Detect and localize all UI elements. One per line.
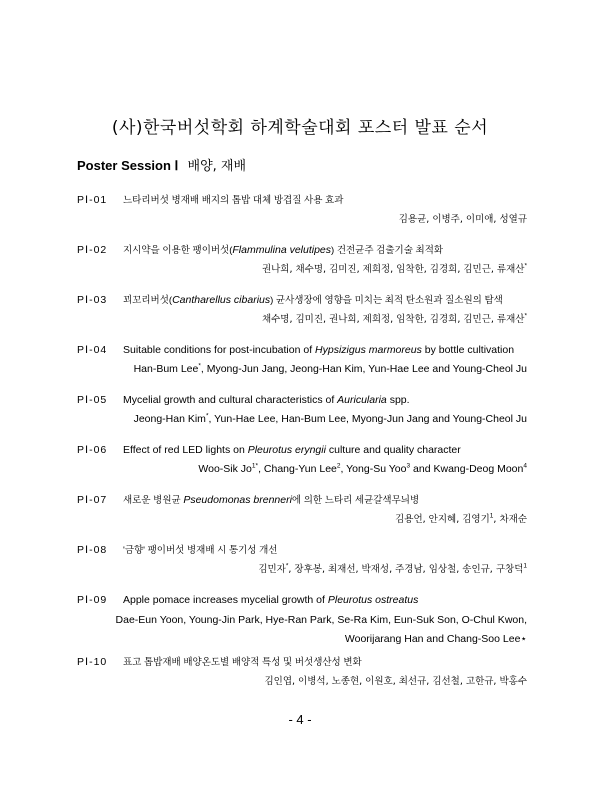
entry-title-line (77, 442, 527, 458)
entry-authors (77, 211, 527, 228)
session-label: Poster Session Ⅰ (77, 158, 179, 173)
entry-code: PⅠ-06 (77, 444, 108, 456)
author-affiliation-mark: 4 (523, 462, 527, 470)
entry-title-species: Auricularia (337, 394, 387, 406)
entry-title-species: Hypsizigus marmoreus (315, 344, 422, 356)
poster-entry (77, 242, 527, 278)
entry-authors (77, 261, 527, 278)
author-affiliation-mark: 3 (406, 462, 411, 470)
entry-title-species: Flammulina velutipes (232, 244, 332, 256)
entry-title-line (77, 242, 527, 258)
author-names: and Kwang-Deog Moon (410, 463, 524, 475)
entry-code: PⅠ-03 (77, 294, 108, 306)
poster-entry (77, 192, 527, 228)
author-affiliation-mark: * (524, 312, 527, 320)
poster-entry (77, 592, 527, 649)
poster-entry (77, 392, 527, 428)
poster-entry (77, 542, 527, 578)
poster-entry (77, 492, 527, 528)
session-heading (77, 155, 246, 174)
entry-code: PⅠ-07 (77, 494, 108, 506)
author-names: , Myong-Jun Jang, Jeong-Han Kim, Yun-Hae Lee and Young-Cheol Ju (200, 363, 527, 375)
author-affiliation-mark: * (524, 262, 527, 270)
entry-title-line (77, 592, 527, 608)
author-names: 권나희, 채수명, 김미진, 제희정, 임착한, 김경희, 김민근, 류재산 (261, 264, 525, 275)
page-number: - 4 - (288, 712, 312, 727)
entry-title-line (77, 654, 527, 670)
author-names: 김인엽, 이병석, 노종현, 이원호, 최선규, 김선철, 고한규, 박홍수 (264, 676, 527, 687)
author-names: 김용언, 안지혜, 김영기 (395, 514, 490, 525)
entry-code: PⅠ-01 (77, 194, 108, 206)
author-names: , Yong-Su Yoo (340, 463, 407, 475)
entry-title-text: Mycelial growth and cultural characteristics of (123, 394, 338, 406)
author-affiliation-mark: * (205, 412, 209, 420)
entry-title-text: spp. (386, 394, 410, 406)
entry-title-text: 지시약을 이용한 팽이버섯( (123, 245, 233, 256)
poster-entry (77, 442, 527, 478)
author-affiliation-mark: 1 (489, 512, 494, 520)
author-names: Dae-Eun Yoon, Young-Jin Park, Hye-Ran Park, Se-Ra Kim, Eun-Suk Son, O-Chul Kwon, (115, 614, 527, 626)
entry-title-text: 꾀꼬리버섯( (123, 295, 173, 306)
author-names: 김용균, 이병주, 이미애, 성열규 (398, 214, 527, 225)
entry-authors (77, 611, 527, 649)
entry-title-text: Effect of red LED lights on (123, 444, 248, 456)
entry-authors (77, 461, 527, 478)
entry-title-line (77, 392, 527, 408)
entry-code: PⅠ-05 (77, 394, 108, 406)
entry-title-text: ) 균사생장에 영향을 미치는 최적 탄소원과 질소원의 탐색 (270, 295, 503, 306)
entry-title-line (77, 492, 527, 508)
entry-title-species: Cantharellus cibarius (172, 294, 271, 306)
entry-title-text: 느타리버섯 병재배 배지의 톱밥 대체 방겹질 사용 효과 (123, 195, 344, 206)
poster-entry (77, 292, 527, 328)
author-affiliation-mark: 1 (523, 562, 527, 570)
entry-code: PⅠ-08 (77, 544, 108, 556)
page-title: (사)한국버섯학회 하계학술대회 포스터 발표 순서 (111, 118, 489, 138)
author-affiliation-mark: * (285, 562, 289, 570)
entry-title-text: by bottle cultivation (421, 344, 515, 356)
entry-title-text: ) 건전균주 검출기술 최적화 (331, 245, 444, 256)
entry-authors (77, 311, 527, 328)
author-names: 채수명, 김미진, 권나희, 제희정, 임착한, 김경희, 김민근, 류재산 (261, 314, 525, 325)
entry-title-text: 표고 톱밥재배 배양온도별 배양적 특성 및 버섯생산성 변화 (123, 657, 362, 668)
author-names: , Chang-Yun Lee (258, 463, 337, 475)
author-names: Jeong-Han Kim (133, 413, 206, 425)
entry-title-line (77, 542, 527, 558)
entry-title-text: 새로운 병원균 (123, 495, 184, 506)
entry-code: PⅠ-04 (77, 344, 108, 356)
author-names: , Yun-Hae Lee, Han-Bum Lee, Myong-Jun Jang and Young-Cheol Ju (208, 413, 527, 425)
entry-authors (77, 411, 527, 428)
entry-title-species: Pseudomonas brenneri (183, 494, 292, 506)
entry-authors (77, 511, 527, 528)
entry-title-text: 에 의한 느타리 세균갈색무늬병 (291, 495, 420, 506)
author-affiliation-mark: 1* (251, 462, 259, 470)
entry-title-text: Suitable conditions for post-incubation of (123, 344, 316, 356)
author-names: Han-Bum Lee (133, 363, 199, 375)
entry-title-text: culture and quality character (325, 444, 461, 456)
author-names: 김민자 (258, 564, 286, 575)
session-subtitle: 배양, 재배 (187, 159, 247, 174)
author-names: Woo-Sik Jo (198, 463, 252, 475)
poster-entry (77, 654, 527, 690)
entry-code: PⅠ-02 (77, 244, 108, 256)
entry-code: PⅠ-10 (77, 656, 108, 668)
entry-title-text: '금향' 팽이버섯 병재배 시 통기성 개선 (123, 545, 278, 556)
entry-code: PⅠ-09 (77, 594, 108, 606)
author-names: , 장후봉, 최재선, 박재성, 주경남, 임상철, 송인규, 구창덕 (288, 564, 524, 575)
author-names: Woorijarang Han and Chang-Soo Lee⋆ (344, 633, 527, 645)
author-affiliation-mark: 2 (336, 462, 341, 470)
entry-title-line (77, 192, 527, 208)
poster-entry (77, 342, 527, 378)
entry-authors (77, 561, 527, 578)
entry-title-line (77, 342, 527, 358)
entry-title-species: Pleurotus eryngii (247, 444, 326, 456)
entry-authors (77, 673, 527, 690)
entry-title-text: Apple pomace increases mycelial growth of (123, 594, 328, 606)
entry-authors (77, 361, 527, 378)
entry-title-species: Pleurotus ostreatus (327, 594, 419, 606)
author-affiliation-mark: * (198, 362, 201, 370)
author-names: , 차재순 (493, 514, 527, 525)
entry-title-line (77, 292, 527, 308)
